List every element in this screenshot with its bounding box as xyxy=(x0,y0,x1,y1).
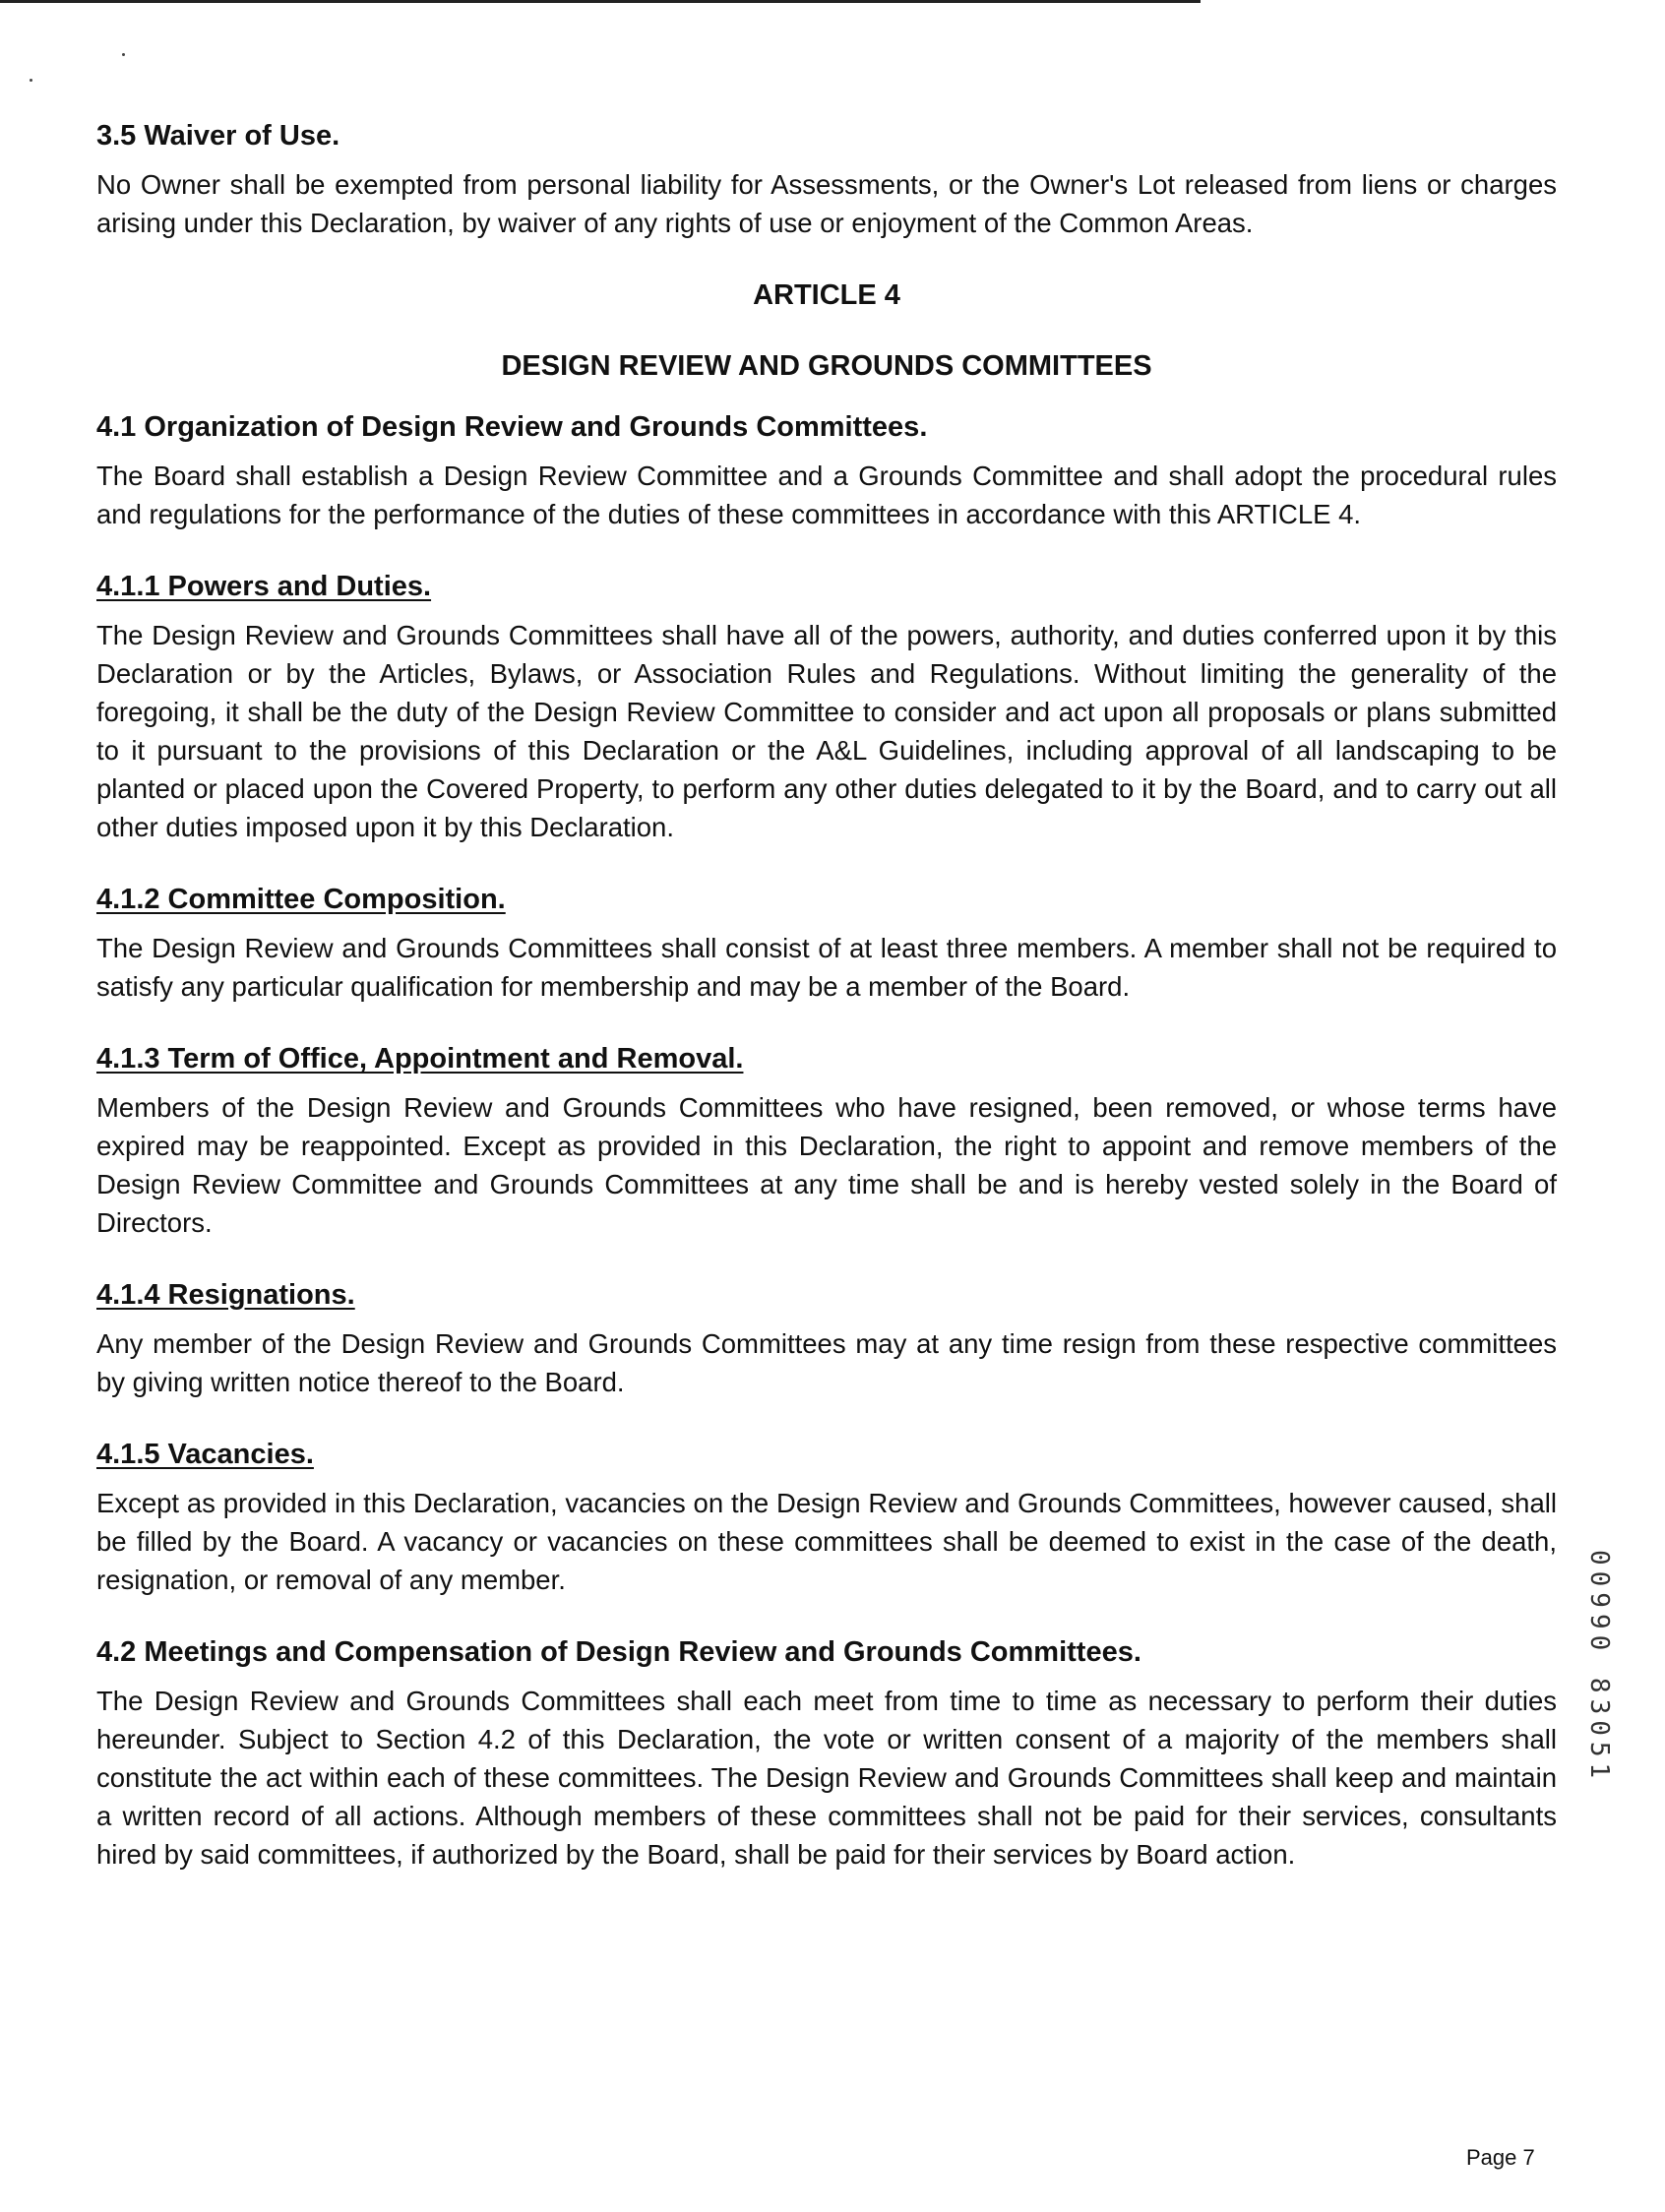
section-heading: 3.5 Waiver of Use. xyxy=(96,120,340,152)
article-number: ARTICLE 4 xyxy=(753,279,900,311)
subsection-heading: 4.1.4 Resignations. xyxy=(96,1279,355,1311)
section-heading: 4.1 Organization of Design Review and Grounds Committees. xyxy=(96,411,928,443)
subsection-heading: 4.1.5 Vacancies. xyxy=(96,1439,314,1470)
scan-speck xyxy=(30,79,32,82)
page-number: Page 7 xyxy=(1466,2145,1535,2170)
section-4-1-1 xyxy=(96,567,1557,846)
subsection-body: The Design Review and Grounds Committees shall consist of at least three members. A member shall not be required to satisfy any particular qualification for membership and may be a member of the Board. xyxy=(96,933,1557,1002)
section-3-5 xyxy=(96,116,1557,242)
article-title: DESIGN REVIEW AND GROUNDS COMMITTEES xyxy=(501,350,1152,382)
subsection-heading: 4.1.2 Committee Composition. xyxy=(96,884,506,915)
section-4-1-5 xyxy=(96,1435,1557,1599)
subsection-body: The Design Review and Grounds Committees shall have all of the powers, authority, and duties conferred upon it by this Declaration or by the Articles, Bylaws, or Association Rules and Regulations. Without limiting the generality of the foregoing, it shall be the duty of the Design Review Committee to consider and act upon all proposals or plans submitted to it pursuant to the provisions of this Declaration or the A&L Guidelines, including approval of all landscaping to be planted or placed upon the Covered Property, to perform any other duties delegated to it by the Board, and to carry out all other duties imposed upon it by this Declaration. xyxy=(96,620,1557,842)
section-body: The Board shall establish a Design Review Committee and a Grounds Committee and shall adopt the procedural rules and regulations for the performance of the duties of these committees in accordance with this ARTICLE 4. xyxy=(96,461,1557,529)
subsection-body: Except as provided in this Declaration, vacancies on the Design Review and Grounds Committees, however caused, shall be filled by the Board. A vacancy or vacancies on these committees shall be deemed to exist in the case of the death, resignation, or removal of any member. xyxy=(96,1488,1557,1595)
section-heading: 4.2 Meetings and Compensation of Design Review and Grounds Committees. xyxy=(96,1636,1141,1668)
section-body: No Owner shall be exempted from personal liability for Assessments, or the Owner's Lot released from liens or charges arising under this Declaration, by waiver of any rights of use or enjoyment of the Common Areas. xyxy=(96,169,1557,238)
section-body: The Design Review and Grounds Committees shall each meet from time to time as necessary to perform their duties hereunder. Subject to Section 4.2 of this Declaration, the vote or written consent of a majority of the members shall constitute the act within each of these committees. The Design Review and Grounds Committees shall keep and maintain a written record of all actions. Although members of these committees shall not be paid for their services, consultants hired by said committees, if authorized by the Board, shall be paid for their services by Board action. xyxy=(96,1686,1557,1870)
document-page xyxy=(96,116,1557,1874)
section-4-1 xyxy=(96,407,1557,533)
subsection-body: Members of the Design Review and Grounds Committees who have resigned, been removed, or whose terms have expired may be reappointed. Except as provided in this Declaration, the right to appoint and remove members of the Design Review Committee and Grounds Committees at any time shall be and is hereby vested solely in the Board of Directors. xyxy=(96,1092,1557,1238)
scan-speck xyxy=(122,53,125,56)
section-4-2 xyxy=(96,1632,1557,1874)
article-header xyxy=(96,276,1557,386)
subsection-heading: 4.1.3 Term of Office, Appointment and Removal. xyxy=(96,1043,744,1075)
section-4-1-3 xyxy=(96,1039,1557,1242)
bates-stamp: 00990 83051 xyxy=(1584,1550,1614,1785)
section-4-1-2 xyxy=(96,880,1557,1006)
subsection-body: Any member of the Design Review and Grounds Committees may at any time resign from these respective committees by giving written notice thereof to the Board. xyxy=(96,1328,1557,1397)
scan-edge-line xyxy=(0,0,1201,3)
section-4-1-4 xyxy=(96,1275,1557,1401)
subsection-heading: 4.1.1 Powers and Duties. xyxy=(96,571,432,602)
